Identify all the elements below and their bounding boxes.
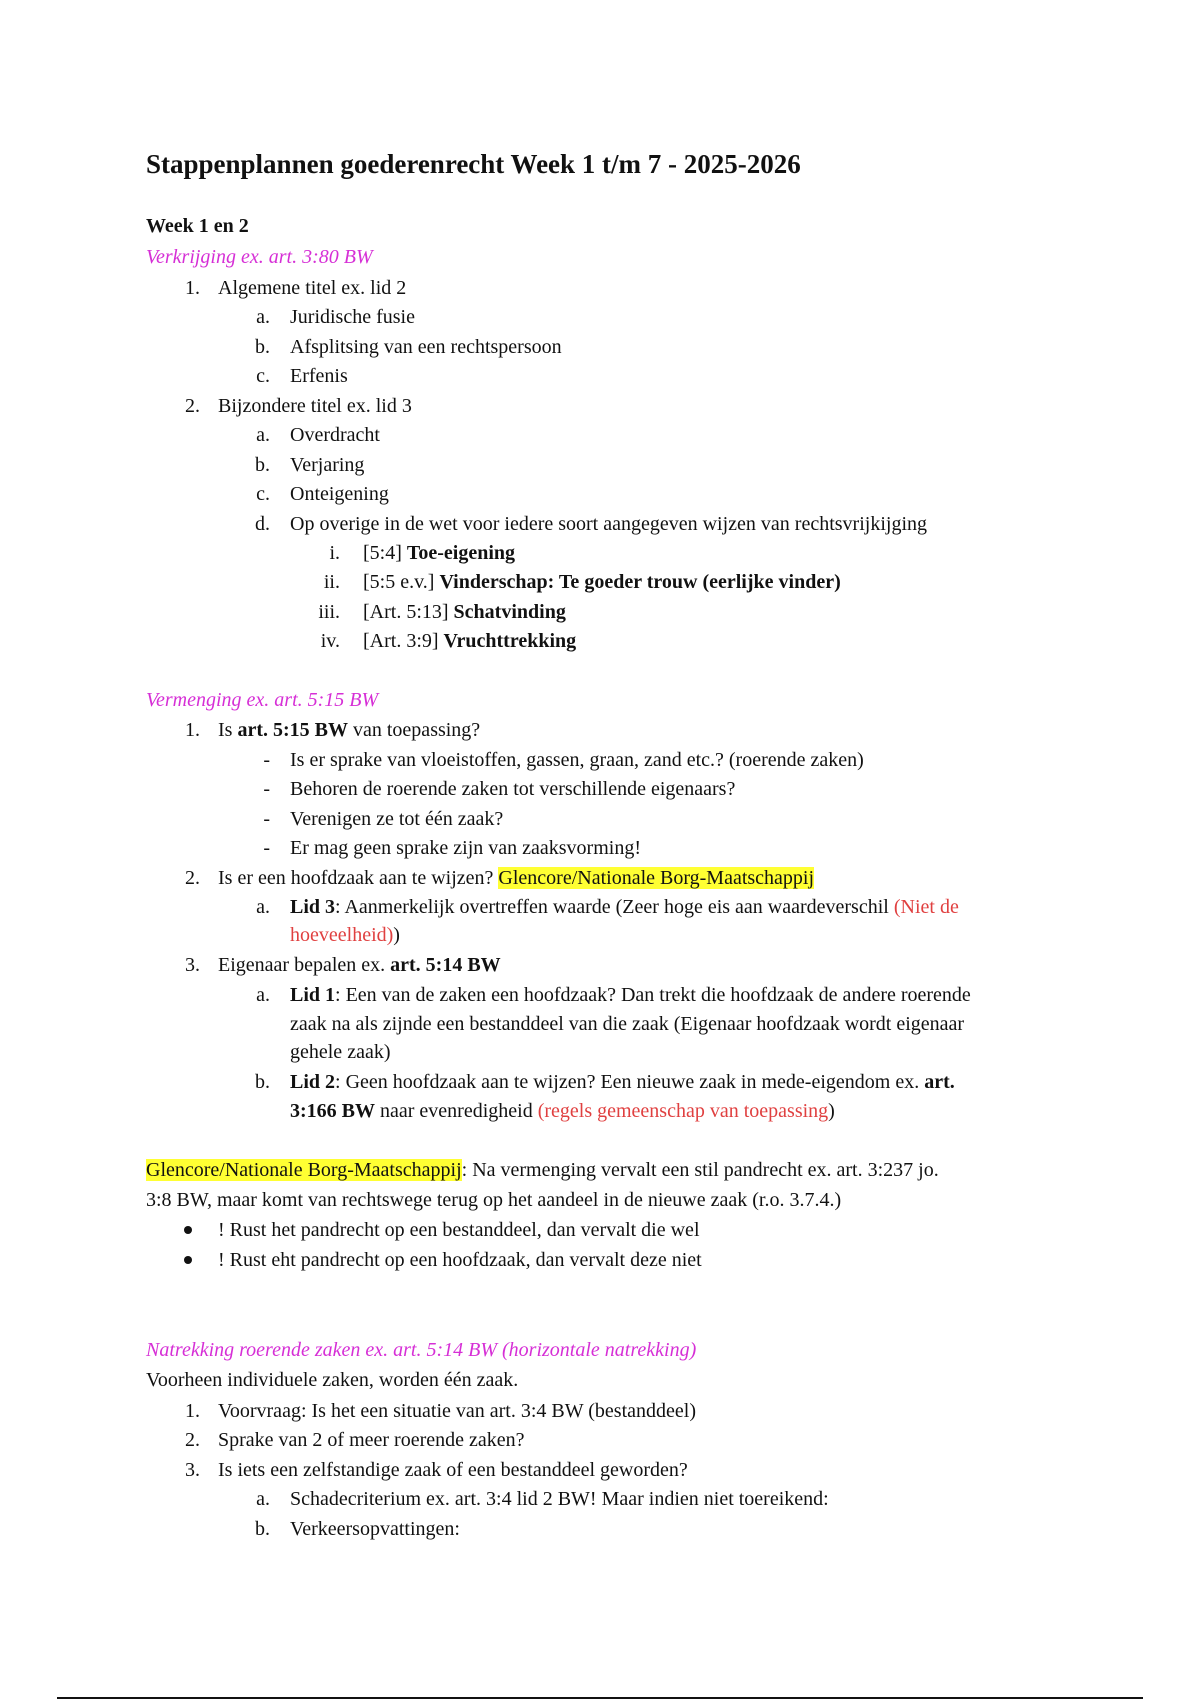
list-item: Is art. 5:15 BW van toepassing? — [218, 719, 481, 741]
list-item: Behoren de roerende zaken tot verschillende eigenaars? — [290, 778, 736, 800]
list-marker: 3. — [185, 954, 200, 976]
list-item: Eigenaar bepalen ex. art. 5:14 BW — [218, 954, 501, 976]
bullet-icon — [184, 1256, 192, 1264]
section-heading-natrekking: Natrekking roerende zaken ex. art. 5:14 BW (horizontale natrekking) — [146, 1339, 697, 1361]
list-item: Lid 1: Een van de zaken een hoofdzaak? Dan trekt die hoofdzaak de andere roerende — [290, 984, 971, 1006]
list-marker: 3. — [185, 1459, 200, 1481]
list-item: [Art. 5:13] Schatvinding — [363, 601, 566, 623]
list-marker: - — [263, 837, 270, 859]
list-marker: c. — [256, 483, 270, 505]
list-item: Algemene titel ex. lid 2 — [218, 277, 407, 299]
list-marker: a. — [256, 984, 270, 1006]
list-marker: b. — [255, 1071, 270, 1093]
list-marker: a. — [256, 896, 270, 918]
list-marker: 1. — [185, 1400, 200, 1422]
list-item: Lid 2: Geen hoofdzaak aan te wijzen? Een nieuwe zaak in mede-eigendom ex. art. — [290, 1071, 955, 1093]
list-marker: 2. — [185, 1429, 200, 1451]
list-item-continuation: 3:166 BW naar evenredigheid (regels gemeenschap van toepassing) — [290, 1100, 835, 1122]
list-item: Sprake van 2 of meer roerende zaken? — [218, 1429, 525, 1451]
list-marker: 1. — [185, 277, 200, 299]
paragraph: Voorheen individuele zaken, worden één zaak. — [146, 1369, 519, 1391]
list-item-continuation: zaak na als zijnde een bestanddeel van die zaak (Eigenaar hoofdzaak wordt eigenaar — [290, 1013, 965, 1035]
list-item: Is iets een zelfstandige zaak of een bestanddeel geworden? — [218, 1459, 688, 1481]
section-heading-vermenging: Vermenging ex. art. 5:15 BW — [146, 689, 379, 711]
list-marker: ii. — [323, 571, 340, 593]
list-item: Verenigen ze tot één zaak? — [290, 808, 504, 830]
highlighted-case-name: Glencore/Nationale Borg-Maatschappij — [146, 1159, 462, 1181]
list-item: Er mag geen sprake zijn van zaaksvorming! — [290, 837, 641, 859]
case-paragraph-continuation: 3:8 BW, maar komt van rechtswege terug op het aandeel in de nieuwe zaak (r.o. 3.7.4.) — [146, 1189, 842, 1211]
section-heading-verkrijging: Verkrijging ex. art. 3:80 BW — [146, 246, 373, 268]
list-item: Overdracht — [290, 424, 380, 446]
bullet-icon — [184, 1226, 192, 1234]
list-item: [5:4] Toe-eigening — [363, 542, 516, 564]
list-item: Verjaring — [290, 454, 365, 476]
bullet-item: ! Rust eht pandrecht op een hoofdzaak, dan vervalt deze niet — [218, 1249, 702, 1271]
week-heading: Week 1 en 2 — [146, 215, 249, 237]
list-marker: c. — [256, 365, 270, 387]
list-marker: 2. — [185, 867, 200, 889]
list-item: Is er een hoofdzaak aan te wijzen? Glencore/Nationale Borg-Maatschappij — [218, 867, 815, 889]
list-item-continuation: hoeveelheid)) — [290, 924, 400, 946]
list-marker: 2. — [185, 395, 200, 417]
case-paragraph: Glencore/Nationale Borg-Maatschappij: Na vermenging vervalt een stil pandrecht ex. art. 3:237 jo. — [146, 1159, 939, 1181]
list-marker: - — [263, 778, 270, 800]
list-marker: d. — [255, 513, 270, 535]
list-item: [Art. 3:9] Vruchttrekking — [363, 630, 577, 652]
document-title: Stappenplannen goederenrecht Week 1 t/m 7 - 2025-2026 — [146, 149, 801, 179]
list-item: Afsplitsing van een rechtspersoon — [290, 336, 562, 358]
list-marker: a. — [256, 1488, 270, 1510]
list-marker: a. — [256, 424, 270, 446]
list-marker: b. — [255, 454, 270, 476]
list-marker: 1. — [185, 719, 200, 741]
list-marker: - — [263, 808, 270, 830]
list-item: Erfenis — [290, 365, 348, 387]
list-item: Voorvraag: Is het een situatie van art. 3:4 BW (bestanddeel) — [218, 1400, 696, 1422]
bullet-item: ! Rust het pandrecht op een bestanddeel, dan vervalt die wel — [218, 1219, 700, 1241]
list-item: Schadecriterium ex. art. 3:4 lid 2 BW! Maar indien niet toereikend: — [290, 1488, 829, 1510]
list-item: [5:5 e.v.] Vinderschap: Te goeder trouw (eerlijke vinder) — [363, 571, 841, 593]
list-item: Bijzondere titel ex. lid 3 — [218, 395, 412, 417]
list-marker: - — [263, 749, 270, 771]
list-item-continuation: gehele zaak) — [290, 1041, 391, 1063]
list-marker: i. — [329, 542, 340, 564]
page-bottom-rule — [57, 1697, 1143, 1699]
list-item: Op overige in de wet voor iedere soort aangegeven wijzen van rechtsvrijkijging — [290, 513, 928, 535]
list-item: Onteigening — [290, 483, 389, 505]
list-marker: b. — [255, 336, 270, 358]
list-item: Is er sprake van vloeistoffen, gassen, graan, zand etc.? (roerende zaken) — [290, 749, 864, 771]
list-marker: iv. — [320, 630, 340, 652]
list-item: Lid 3: Aanmerkelijk overtreffen waarde (Zeer hoge eis aan waardeverschil (Niet de — [290, 896, 959, 918]
list-marker: a. — [256, 306, 270, 328]
list-marker: b. — [255, 1518, 270, 1540]
list-item: Verkeersopvattingen: — [290, 1518, 460, 1540]
list-marker: iii. — [318, 601, 340, 623]
list-item: Juridische fusie — [290, 306, 415, 328]
highlighted-case-name: Glencore/Nationale Borg-Maatschappij — [498, 867, 815, 889]
